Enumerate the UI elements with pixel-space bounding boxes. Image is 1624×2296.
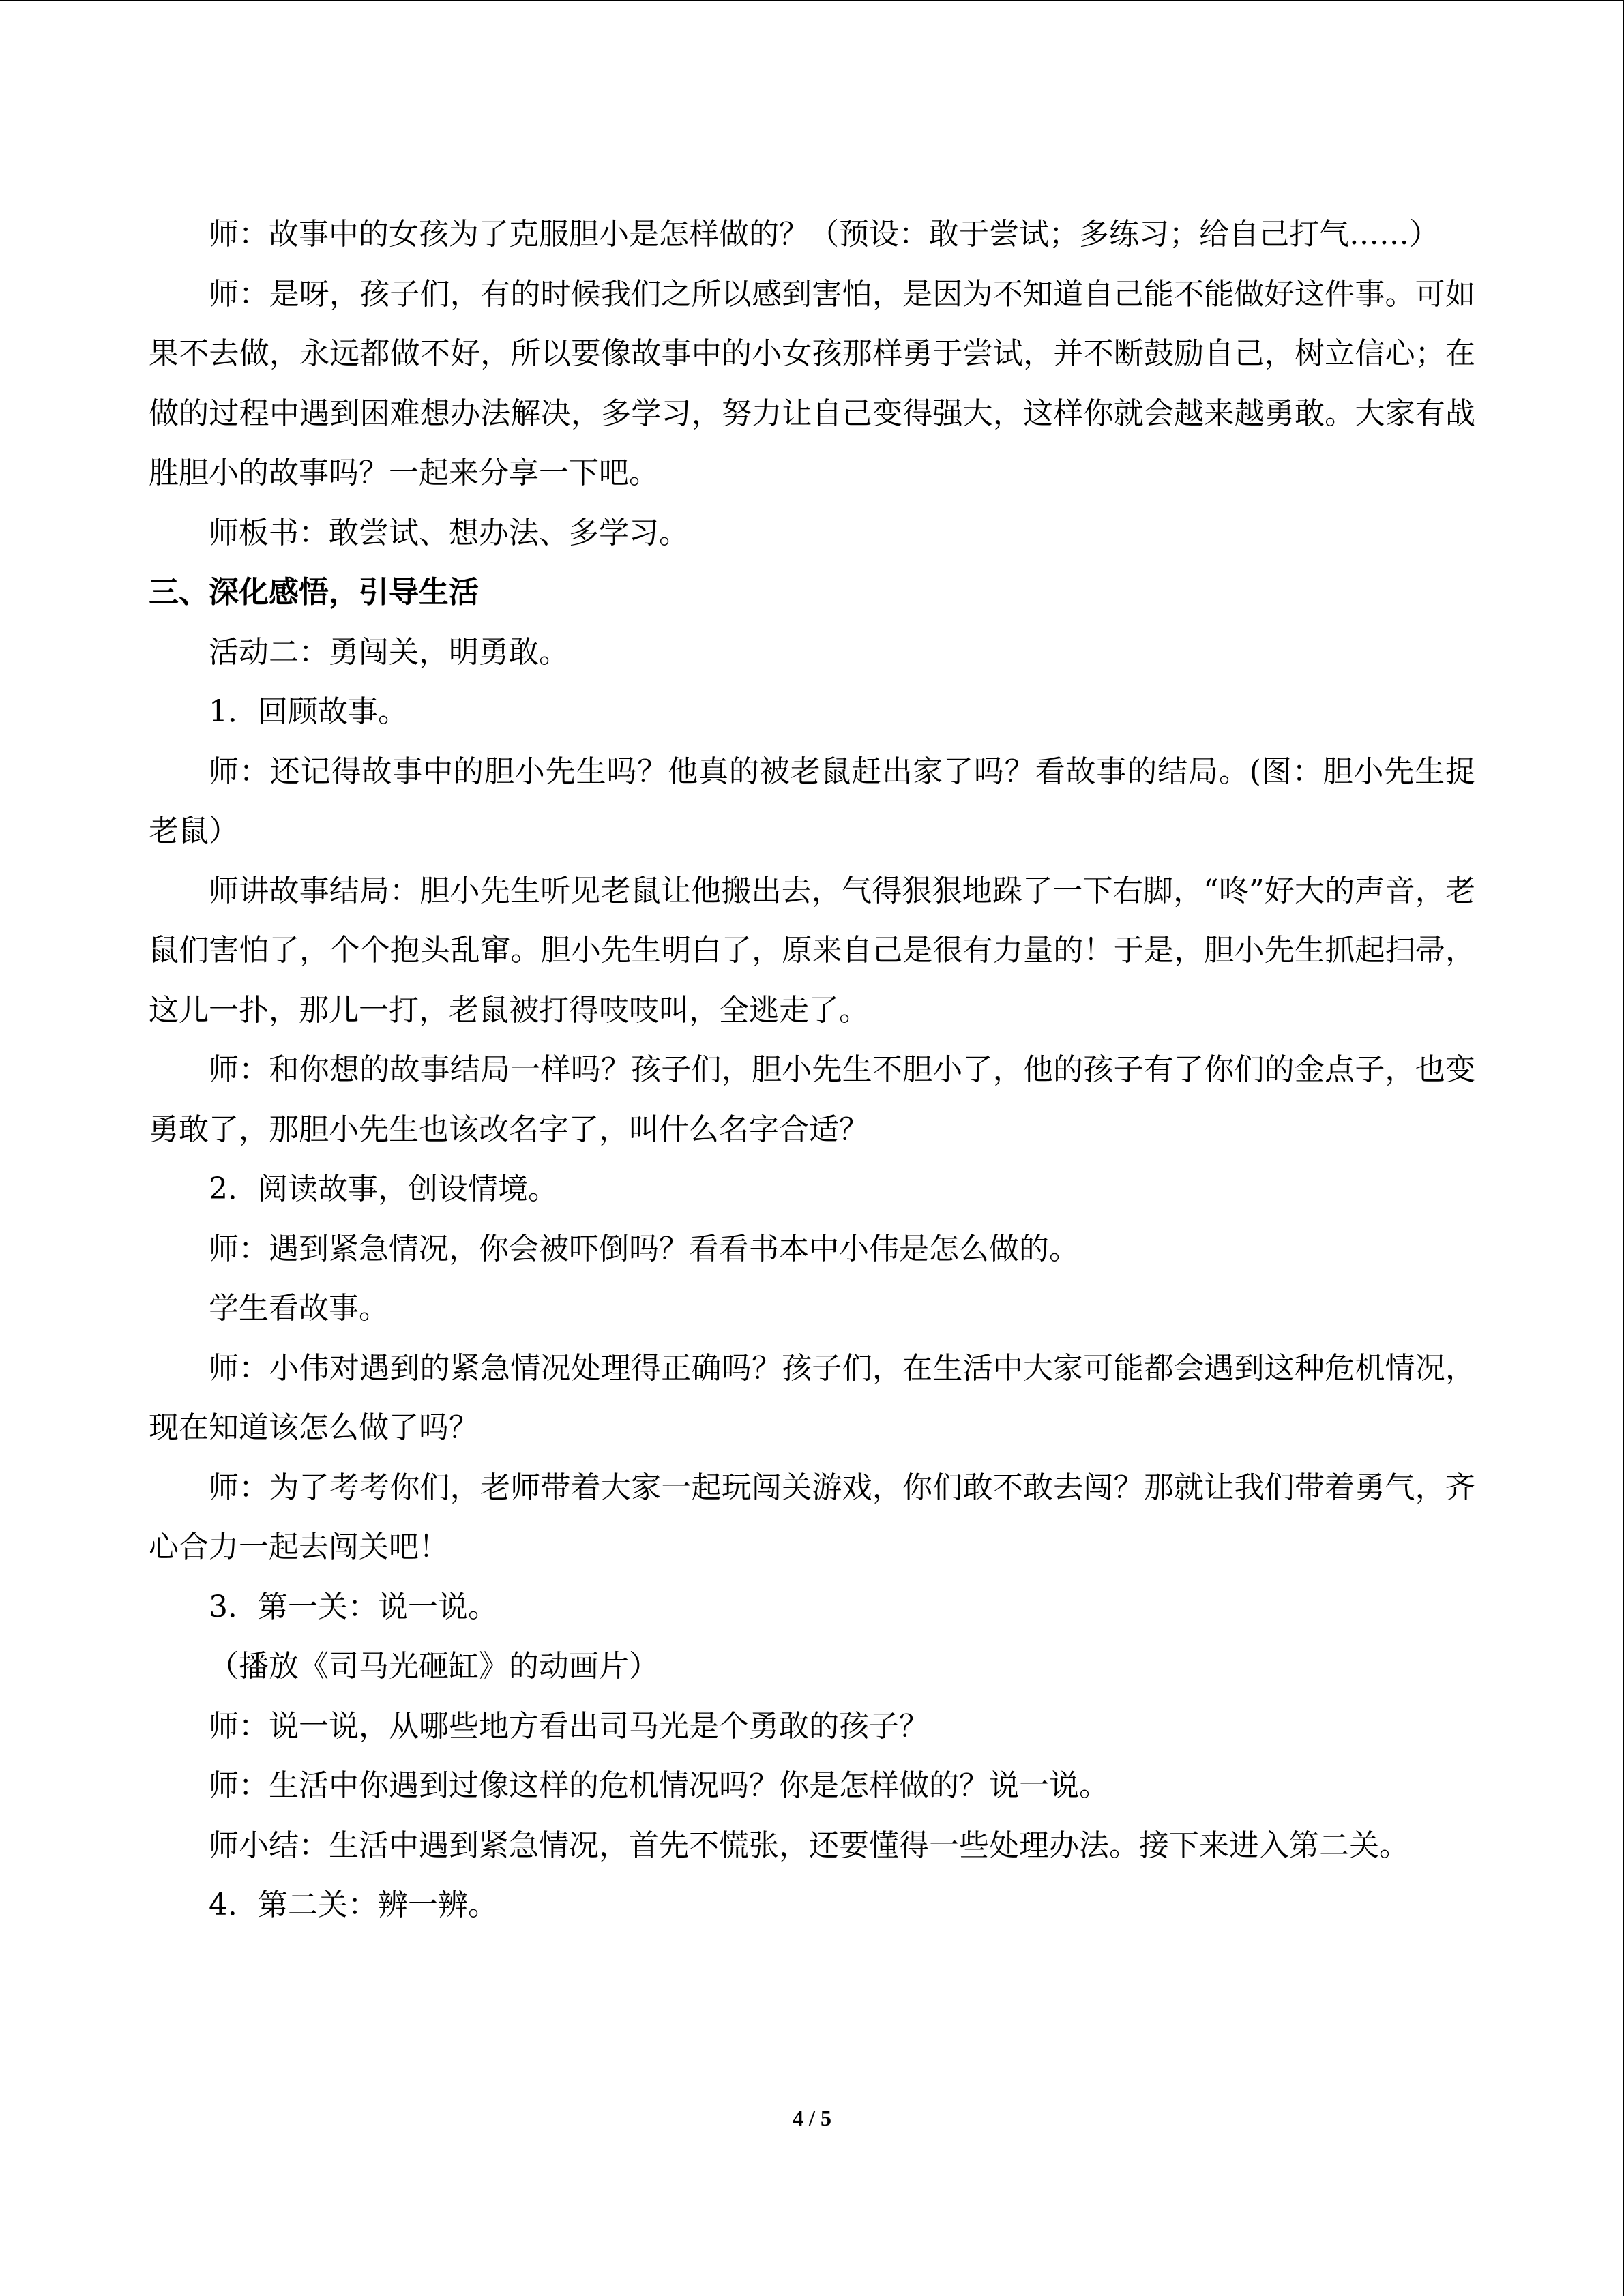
paragraph-10: 2．阅读故事，创设情境。 bbox=[209, 1172, 558, 1206]
paragraph-13: 师：小伟对遇到的紧急情况处理得正确吗？孩子们，在生活中大家可能都会遇到这种危机情况，现在知道该怎么做了吗？ bbox=[149, 1350, 1475, 1445]
paragraph-9: 师：和你想的故事结局一样吗？孩子们，胆小先生不胆小了，他的孩子有了你们的金点子，也变勇敢了，那胆小先生也该改名字了，叫什么名字合适？ bbox=[149, 1052, 1475, 1147]
paragraph-3: 师板书：敢尝试、想办法、多学习。 bbox=[209, 515, 689, 550]
paragraph-14: 师：为了考考你们，老师带着大家一起玩闯关游戏，你们敢不敢去闯？那就让我们带着勇气，齐心合力一起去闯关吧！ bbox=[149, 1470, 1475, 1564]
paragraph-5: 活动二：勇闯关，明勇敢。 bbox=[209, 634, 569, 670]
paragraph-17: 师：说一说，从哪些地方看出司马光是个勇敢的孩子？ bbox=[209, 1708, 929, 1744]
paragraph-7: 师：还记得故事中的胆小先生吗？他真的被老鼠赶出家了吗？看故事的结局。(图：胆小先生捉老鼠） bbox=[149, 754, 1475, 848]
paragraph-15: 3．第一关：说一说。 bbox=[209, 1589, 498, 1624]
paragraph-12: 学生看故事。 bbox=[209, 1291, 389, 1326]
paragraph-8: 师讲故事结局：胆小先生听见老鼠让他搬出去，气得狠狠地跺了一下右脚，“咚”好大的声音，老鼠们害怕了，个个抱头乱窜。胆小先生明白了，原来自己是很有力量的！于是，胆小先生抓起扫帚，这儿一扑，那儿一打，老鼠被打得吱吱叫，全逃走了。 bbox=[149, 873, 1475, 1028]
section-heading-3: 三、深化感悟，引导生活 bbox=[149, 575, 479, 610]
document-body bbox=[149, 205, 1475, 1935]
paragraph-1: 师：故事中的女孩为了克服胆小是怎样做的？（预设：敢于尝试；多练习；给自己打气……） bbox=[209, 217, 1439, 252]
paragraph-16: （播放《司马光砸缸》的动画片） bbox=[209, 1649, 659, 1684]
paragraph-6: 1．回顾故事。 bbox=[209, 694, 408, 729]
paragraph-2: 师：是呀，孩子们，有的时候我们之所以感到害怕，是因为不知道自己能不能做好这件事。可如果不去做，永远都做不好，所以要像故事中的小女孩那样勇于尝试，并不断鼓励自己，树立信心；在做的过程中遇到困难想办法解决，多学习，努力让自己变得强大，这样你就会越来越勇敢。大家有战胜胆小的故事吗？一起来分享一下吧。 bbox=[149, 276, 1475, 490]
paragraph-18: 师：生活中你遇到过像这样的危机情况吗？你是怎样做的？说一说。 bbox=[209, 1768, 1109, 1803]
paragraph-20: 4．第二关：辨一辨。 bbox=[209, 1888, 498, 1922]
page-number: 4 / 5 bbox=[793, 2106, 831, 2130]
paragraph-11: 师：遇到紧急情况，你会被吓倒吗？看看书本中小伟是怎么做的。 bbox=[209, 1231, 1079, 1266]
paragraph-19: 师小结：生活中遇到紧急情况，首先不慌张，还要懂得一些处理办法。接下来进入第二关。 bbox=[209, 1828, 1409, 1863]
